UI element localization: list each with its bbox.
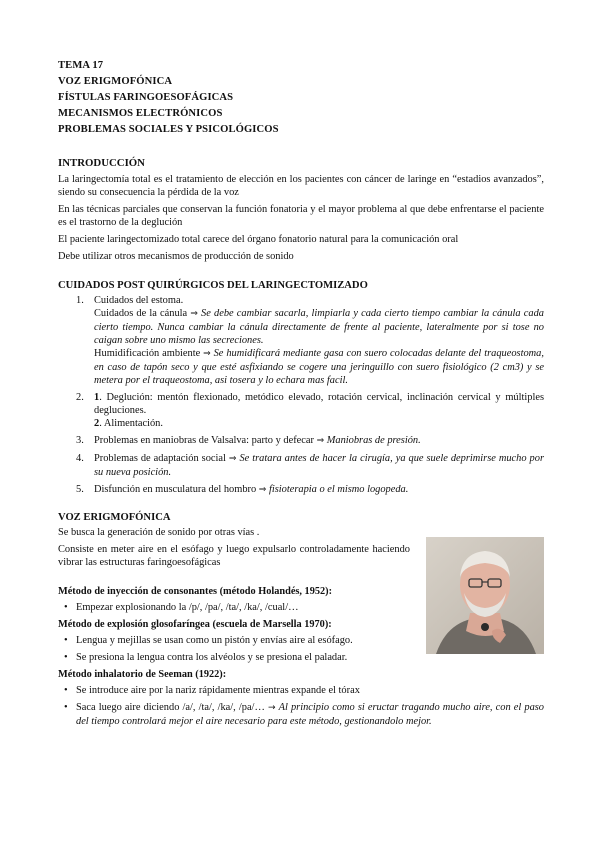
method-title: Método de explosión glosofaríngea (escuela de Marsella 1970): [58, 619, 332, 630]
voice-intro [58, 511, 410, 569]
list-number: 4. [76, 453, 84, 464]
erigmophonic-voice-section [58, 511, 544, 728]
care-item-title: Cuidados del estoma. [94, 295, 184, 306]
document-header [58, 58, 544, 138]
intro-paragraph: En las técnicas parciales que conservan la función fonatoria y el mayor problema al que debe enfrentarse el paciente es el trastorno de la deglución [58, 204, 544, 228]
cannula-care [94, 307, 544, 347]
care-list [58, 294, 544, 497]
humidification-text: Se humidificará mediante gasa con suero colocadas delante del traqueostoma, en caso de tapón seco y que esté asfixiando se cogere una jeringuillo con suero fisiológico (2 cm3) y se metera por el traqueostoma, asi tosera y lo echara mas facil. [94, 348, 544, 386]
sub-number: 1 [94, 392, 100, 403]
implies-arrow-icon: ⇒ [258, 485, 267, 495]
method-bullet-list [58, 684, 544, 728]
header-line-problemas: PROBLEMAS SOCIALES Y PSICOLÓGICOS [58, 124, 279, 135]
cannula-text: Se debe cambiar sacarla, limpiarla y cada cierto tiempo cambiar la cánula cada cierto tiempo. Nunca cambiar la cánula directamente de frente al paciente, lateralmente por si tose no caigan sobre uno mismo las secreciones. [94, 308, 544, 346]
list-item: • Se presiona la lengua contra los alvéolos y se presiona el paladar. [58, 651, 544, 664]
method-title: Método inhalatorio de Seeman (1922): [58, 669, 227, 680]
shoulder-italic: fisioterapia o el mismo logopeda. [268, 484, 409, 495]
social-text: Problemas de adaptación social [94, 453, 226, 464]
implies-arrow-icon: ⇒ [190, 309, 198, 319]
voice-paragraph: Se busca la generación de sonido por otras vías . [58, 527, 260, 538]
list-number: 5. [76, 484, 84, 495]
header-line-mecanismos: MECANISMOS ELECTRÓNICOS [58, 108, 223, 119]
care-item-social [58, 452, 544, 479]
sub-number: 2 [94, 418, 100, 429]
post-surgical-care-section [58, 279, 544, 497]
care-item-stoma [58, 294, 544, 387]
header-line-voz: VOZ ERIGMOFÓNICA [58, 76, 173, 87]
introduction-title: INTRODUCCIÓN [58, 157, 145, 169]
deglution-text: . Deglución: mentón flexionado, metódico elevado, rotación cervical, inclinación cervical y múltiples degluciones. [94, 392, 544, 416]
valsalva-text: Problemas en maniobras de Valsalva: parto y defecar [94, 435, 314, 446]
post-surgical-care-title: CUIDADOS POST QUIRÚRGICOS DEL LARINGECTOMIZADO [58, 280, 368, 291]
introduction-section [58, 156, 544, 263]
care-item-shoulder [58, 483, 544, 497]
humidification-care [94, 347, 544, 387]
list-item: • Lengua y mejillas se usan como un pistón y envías aire al esófago. [58, 634, 544, 647]
cannula-label: Cuidados de la cánula [94, 308, 188, 319]
voice-paragraph: Consiste en meter aire en el esófago y luego expulsarlo controladamente haciendo vibrar las estructuras faringoesofágicas [58, 544, 410, 568]
list-item: • Se introduce aire por la nariz rápidamente mientras expande el tórax [58, 684, 544, 697]
feeding-text: . Alimentación. [99, 418, 163, 429]
method-bullet-list [58, 601, 544, 614]
method-title: Método de inyección de consonantes (método Holandés, 1952): [58, 586, 332, 597]
care-item-deglution [58, 391, 544, 430]
voice-section-title: VOZ ERIGMOFÓNICA [58, 512, 171, 523]
topic-title: TEMA 17 [58, 60, 104, 71]
header-line-fistulas: FÍSTULAS FARINGOESOFÁGICAS [58, 92, 234, 103]
list-number: 3. [76, 435, 84, 446]
intro-paragraph: La laringectomía total es el tratamiento de elección en los pacientes con cáncer de laringe en “estadios avanzados”, siendo su consecuencia la pérdida de la voz [58, 174, 544, 198]
humidification-label: Humidificación ambiente [94, 348, 201, 359]
right-arrow-icon: → [267, 703, 276, 713]
document-page [58, 58, 544, 732]
list-number: 2. [76, 392, 84, 403]
list-item: • Empezar explosionando la /p/, /pa/, /ta/, /ka/, /cual/… [58, 601, 544, 614]
shoulder-text: Disfunción en musculatura del hombro [94, 484, 257, 495]
implies-arrow-icon: ⇒ [203, 349, 211, 359]
valsalva-italic: Maniobras de presión. [326, 435, 421, 446]
seeman-step-text: Saca luego aire diciendo /a/, /ta/, /ka/, /pa/… [76, 702, 265, 713]
social-italic: Se tratara antes de hacer la cirugía, ya que suele deprimirse mucho por su nueva posición. [94, 453, 544, 478]
care-item-valsalva [58, 434, 544, 448]
voice-methods [58, 585, 544, 728]
list-number: 1. [76, 295, 84, 306]
seeman-step-italic: Al principio como si eructar tragando mucho aire, con el paso del tiempo controlará mejor el aire necesario para este método, gestionandolo mejor. [76, 702, 544, 727]
intro-paragraph: El paciente laringectomizado total carece del órgano fonatorio natural para la comunicación oral [58, 234, 459, 245]
list-item [58, 701, 544, 728]
intro-paragraph: Debe utilizar otros mecanismos de producción de sonido [58, 251, 294, 262]
implies-arrow-icon: ⇒ [316, 436, 325, 446]
implies-arrow-icon: ⇒ [228, 454, 237, 464]
